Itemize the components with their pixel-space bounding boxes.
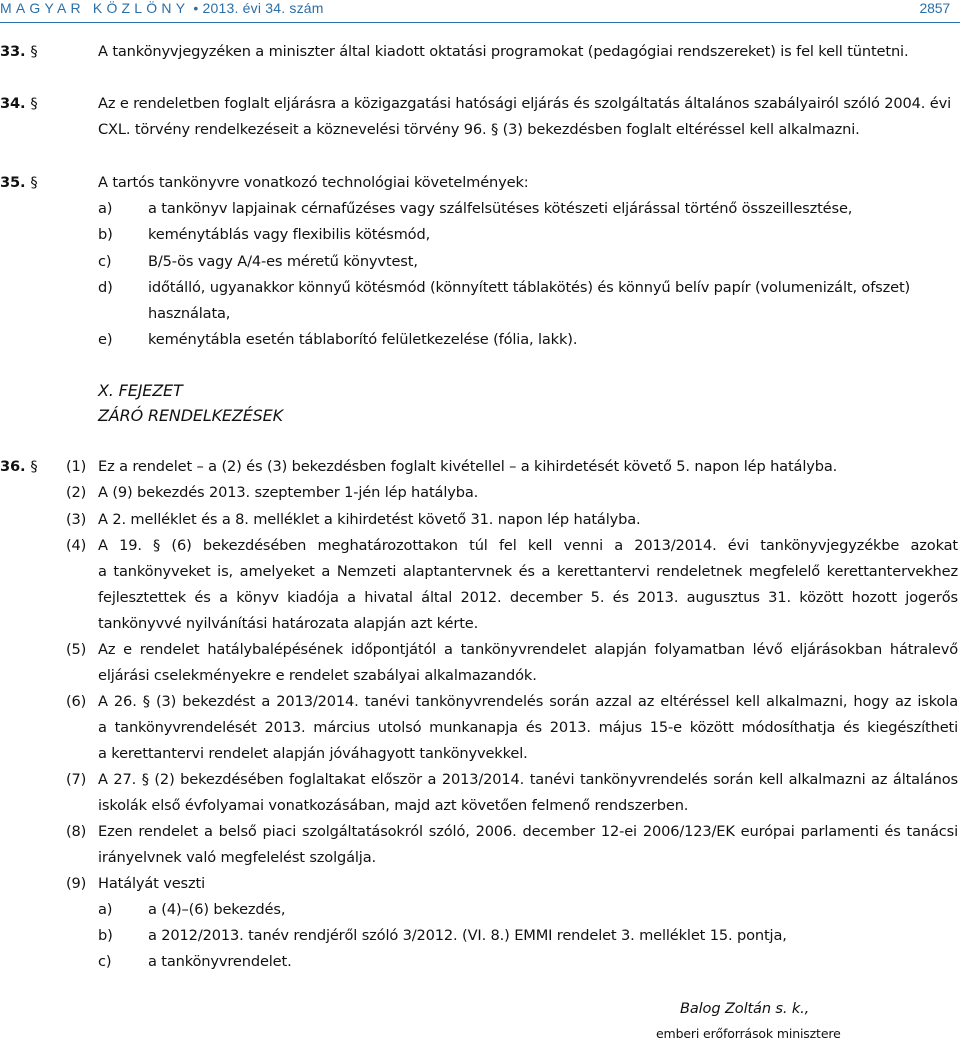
- section-number-35: 35. §: [0, 174, 38, 191]
- paragraph-text: a kerettantervi rendelet alapján jóváhagyott tankönyvekkel.: [98, 745, 528, 762]
- list-item: a tankönyvrendelet.: [148, 953, 292, 970]
- paragraph-text: eljárási cselekményekre e rendelet szabályai alkalmazandók.: [98, 667, 537, 684]
- list-item-label: c): [98, 953, 112, 970]
- paragraph-text: A (9) bekezdés 2013. szeptember 1-jén lép hatályba.: [98, 484, 479, 501]
- list-item-label: b): [98, 927, 113, 944]
- paragraph-label: (6): [66, 693, 87, 710]
- paragraph-text: A 19. § (6) bekezdésében meghatározottakon túl fel kell venni a 2013/2014. évi tankönyvjegyzékbe azokat: [98, 537, 958, 554]
- list-item-label: a): [98, 200, 113, 217]
- list-item-label: d): [98, 279, 113, 296]
- issue-info: 2013. évi 34. szám: [202, 0, 324, 16]
- paragraph-text: a tankönyveket is, amelyeket a Nemzeti alaptantervnek és a kerettantervi rendeletnek megfelelő kerettantervekhez: [98, 563, 958, 580]
- list-item: keménytáblás vagy flexibilis kötésmód,: [148, 226, 431, 243]
- paragraph-text: A 26. § (3) bekezdést a 2013/2014. tanévi tankönyvrendelés során azzal az eltéréssel kell alkalmazni, hogy az iskola: [98, 693, 958, 710]
- paragraph-text: Ezen rendelet a belső piaci szolgáltatásokról szóló, 2006. december 12-ei 2006/123/EK európai parlamenti és tanácsi: [98, 823, 958, 840]
- section-35-intro: A tartós tankönyvre vonatkozó technológiai követelmények:: [98, 174, 529, 191]
- list-item: keménytábla esetén táblaborító felületkezelése (fólia, lakk).: [148, 331, 578, 348]
- chapter-title: ZÁRÓ RENDELKEZÉSEK: [98, 406, 283, 425]
- section-number-36: 36. §: [0, 458, 38, 475]
- paragraph-label: (1): [66, 458, 87, 475]
- paragraph-text: Az e rendelet hatálybalépésének időpontjától a tankönyvrendelet alapján folyamatban lévő eljárásokban hátralevő: [98, 641, 958, 658]
- paragraph-label: (2): [66, 484, 87, 501]
- paragraph-label: (5): [66, 641, 87, 658]
- header-rule: [0, 22, 960, 23]
- list-item: időtálló, ugyanakkor könnyű kötésmód (könnyített táblakötés) és könnyű belív papír (volumenizált, ofszet): [148, 279, 911, 296]
- paragraph-text: A 2. melléklet és a 8. melléklet a kihirdetést követő 31. napon lép hatályba.: [98, 511, 641, 528]
- section-34-line-2: CXL. törvény rendelkezéseit a köznevelési törvény 96. § (3) bekezdésben foglalt eltéréssel kell alkalmazni.: [98, 121, 860, 138]
- list-item: B/5-ös vagy A/4-es méretű könyvtest,: [148, 253, 418, 270]
- list-item-label: a): [98, 901, 113, 918]
- paragraph-text: A 27. § (2) bekezdésében foglaltakat először a 2013/2014. tanévi tankönyvrendelés során kell alkalmazni az általános: [98, 771, 958, 788]
- paragraph-text: iskolák első évfolyamai vonatkozásában, majd azt követően felmenő rendszerben.: [98, 797, 689, 814]
- paragraph-label: (3): [66, 511, 87, 528]
- paragraph-text: Ez a rendelet – a (2) és (3) bekezdésben foglalt kivétellel – a kihirdetését követő 5. napon lép hatályba.: [98, 458, 838, 475]
- running-header: [0, 0, 324, 16]
- paragraph-label: (9): [66, 875, 87, 892]
- paragraph-label: (8): [66, 823, 87, 840]
- section-34-line-1: Az e rendeletben foglalt eljárásra a közigazgatási hatósági eljárás és szolgáltatás általános szabályairól szóló 2004. évi: [98, 95, 951, 112]
- list-item: a 2012/2013. tanév rendjéről szóló 3/2012. (VI. 8.) EMMI rendelet 3. melléklet 15. pontja,: [148, 927, 787, 944]
- paragraph-text: a tankönyvrendelését 2013. március utolsó munkanapja és 2013. május 15-e között módosíthatja és kiegészítheti: [98, 719, 958, 736]
- paragraph-text: fejlesztettek és a könyv kiadója a hivatal által 2012. december 5. és 2013. augusztus 31. között hozott jogerős: [98, 589, 958, 606]
- paragraph-label: (4): [66, 537, 87, 554]
- section-number-34: 34. §: [0, 95, 38, 112]
- signatory-name: Balog Zoltán s. k.,: [680, 1000, 810, 1017]
- paragraph-text: tankönyvvé nyilvánítási határozata alapján azt kérte.: [98, 615, 479, 632]
- section-33-text: A tankönyvjegyzéken a miniszter által kiadott oktatási programokat (pedagógiai rendszereket) is fel kell tüntetni.: [98, 43, 909, 60]
- paragraph-text: irányelvnek való megfelelést szolgálja.: [98, 849, 376, 866]
- chapter-number: X. FEJEZET: [98, 381, 183, 400]
- signatory-title: emberi erőforrások minisztere: [656, 1026, 841, 1041]
- paragraph-text: Hatályát veszti: [98, 875, 205, 892]
- list-item: a tankönyv lapjainak cérnafűzéses vagy szálfelsütéses kötészeti eljárással történő összeillesztése,: [148, 200, 853, 217]
- list-item-label: b): [98, 226, 113, 243]
- page-number: 2857: [919, 0, 950, 16]
- list-item-label: e): [98, 331, 113, 348]
- section-number-33: 33. §: [0, 43, 38, 60]
- header-bullet: •: [193, 0, 199, 16]
- list-item-label: c): [98, 253, 112, 270]
- list-item: a (4)–(6) bekezdés,: [148, 901, 286, 918]
- paragraph-label: (7): [66, 771, 87, 788]
- list-item-continuation: használata,: [148, 305, 231, 322]
- journal-title: MAGYAR KÖZLÖNY: [0, 0, 190, 16]
